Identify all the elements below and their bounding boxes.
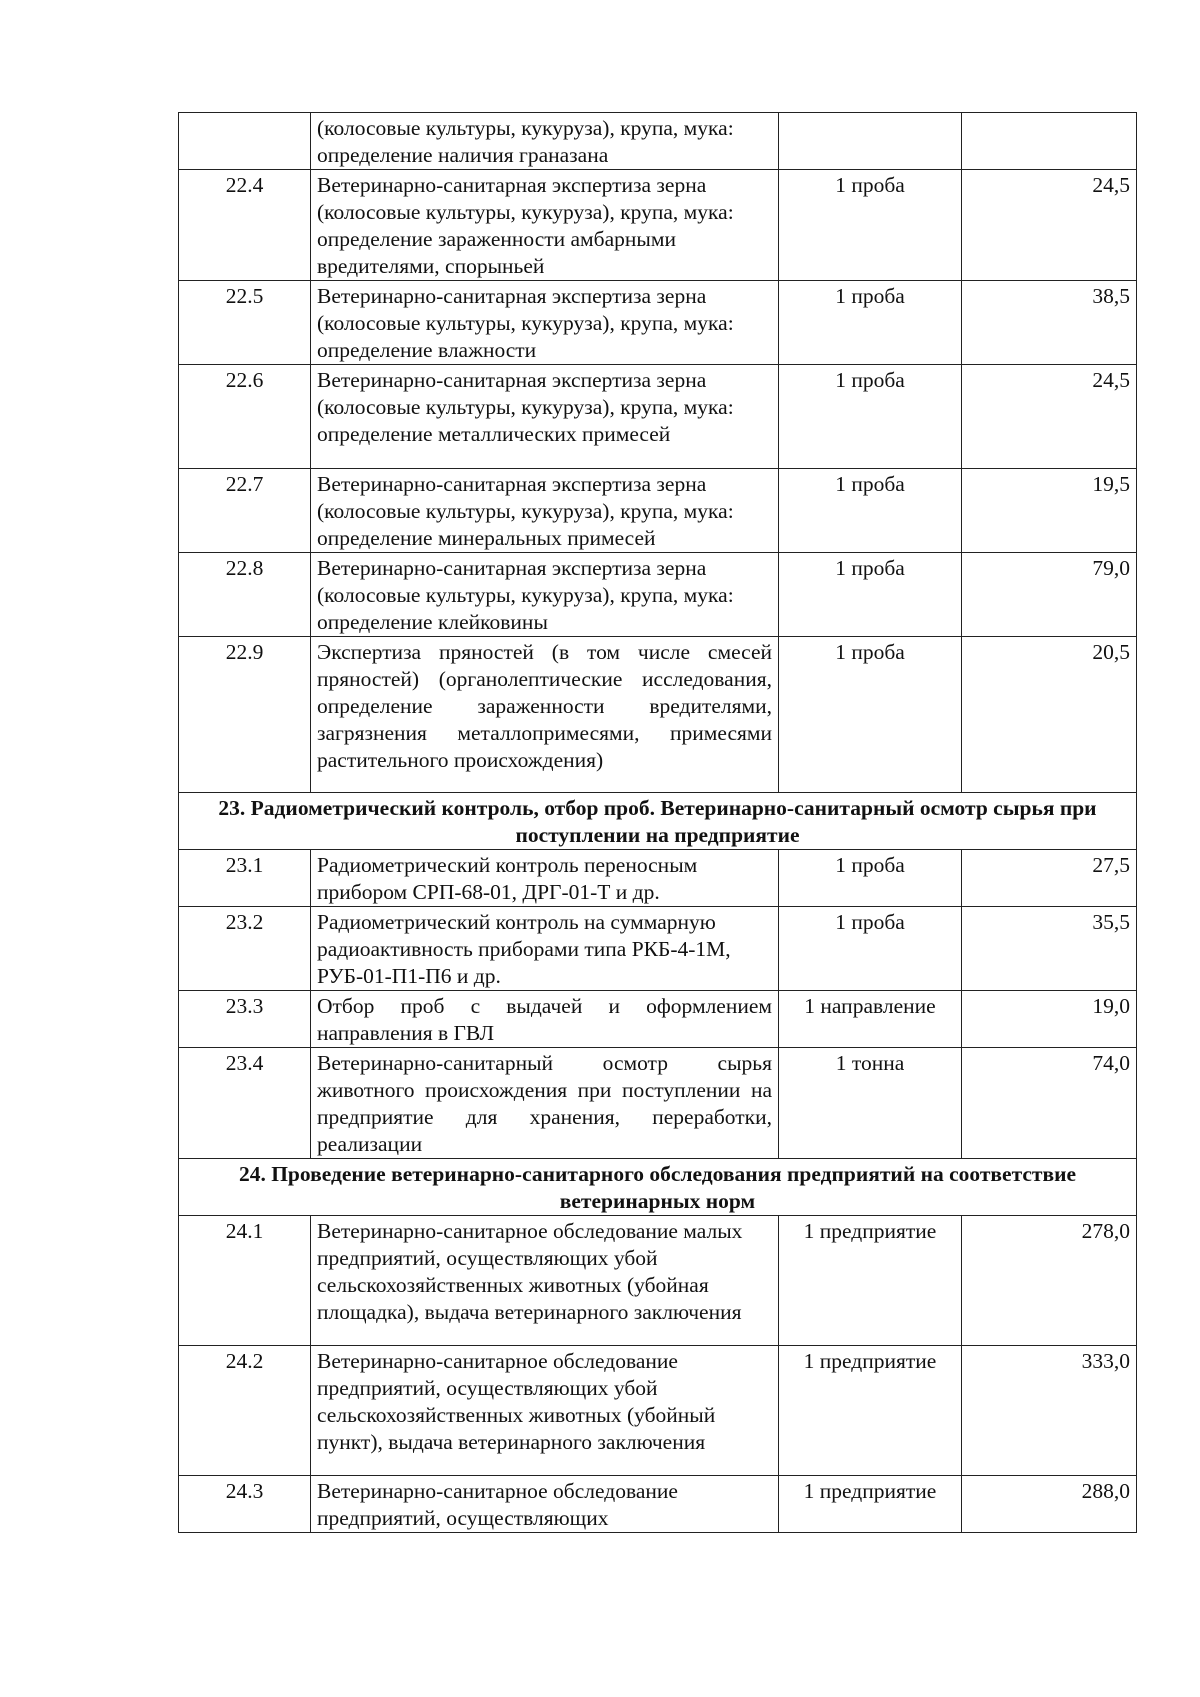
price-cell: 19,5 — [962, 469, 1137, 553]
table-row — [179, 469, 1137, 553]
item-number-cell — [179, 113, 311, 170]
price-cell: 24,5 — [962, 365, 1137, 469]
table-row — [179, 113, 1137, 170]
price-cell: 74,0 — [962, 1048, 1137, 1159]
price-cell: 333,0 — [962, 1346, 1137, 1476]
table-row — [179, 850, 1137, 907]
table-row — [179, 991, 1137, 1048]
service-description-cell: Ветеринарно-санитарная экспертиза зерна (колосовые культуры, кукуруза), крупа, мука: определение зараженности амбарными вредителями, спорыньей — [311, 170, 779, 281]
unit-of-measure-cell: 1 проба — [779, 170, 962, 281]
table-row — [179, 1346, 1137, 1476]
section-title: 23. Радиометрический контроль, отбор проб. Ветеринарно-санитарный осмотр сырья при поступлении на предприятие — [179, 793, 1137, 850]
service-description-cell: Радиометрический контроль переносным прибором СРП-68-01, ДРГ-01-Т и др. — [311, 850, 779, 907]
item-number-cell: 24.2 — [179, 1346, 311, 1476]
unit-of-measure-cell: 1 проба — [779, 907, 962, 991]
item-number-cell: 22.5 — [179, 281, 311, 365]
unit-of-measure-cell: 1 направление — [779, 991, 962, 1048]
unit-of-measure-cell: 1 проба — [779, 469, 962, 553]
section-title: 24. Проведение ветеринарно-санитарного обследования предприятий на соответствие ветеринарных норм — [179, 1159, 1137, 1216]
item-number-cell: 23.1 — [179, 850, 311, 907]
price-cell — [962, 113, 1137, 170]
price-cell: 35,5 — [962, 907, 1137, 991]
item-number-cell: 24.1 — [179, 1216, 311, 1346]
unit-of-measure-cell: 1 предприятие — [779, 1346, 962, 1476]
service-description-cell: Ветеринарно-санитарное обследование предприятий, осуществляющих — [311, 1476, 779, 1533]
service-description-cell: (колосовые культуры, кукуруза), крупа, мука: определение наличия граназана — [311, 113, 779, 170]
service-description-cell: Отбор проб с выдачей и оформлением направления в ГВЛ — [311, 991, 779, 1048]
table-row — [179, 170, 1137, 281]
item-number-cell: 22.6 — [179, 365, 311, 469]
item-number-cell: 22.7 — [179, 469, 311, 553]
unit-of-measure-cell: 1 проба — [779, 553, 962, 637]
unit-of-measure-cell: 1 тонна — [779, 1048, 962, 1159]
unit-of-measure-cell: 1 предприятие — [779, 1216, 962, 1346]
table-row — [179, 907, 1137, 991]
unit-of-measure-cell: 1 проба — [779, 850, 962, 907]
service-description-cell: Ветеринарно-санитарная экспертиза зерна (колосовые культуры, кукуруза), крупа, мука: определение клейковины — [311, 553, 779, 637]
unit-of-measure-cell: 1 предприятие — [779, 1476, 962, 1533]
item-number-cell: 24.3 — [179, 1476, 311, 1533]
price-cell: 20,5 — [962, 637, 1137, 793]
section-header-row — [179, 1159, 1137, 1216]
service-description-cell: Ветеринарно-санитарная экспертиза зерна (колосовые культуры, кукуруза), крупа, мука: определение влажности — [311, 281, 779, 365]
price-cell: 24,5 — [962, 170, 1137, 281]
service-description-cell: Ветеринарно-санитарная экспертиза зерна (колосовые культуры, кукуруза), крупа, мука: определение минеральных примесей — [311, 469, 779, 553]
item-number-cell: 23.2 — [179, 907, 311, 991]
table-row — [179, 1216, 1137, 1346]
item-number-cell: 23.4 — [179, 1048, 311, 1159]
service-description-cell: Ветеринарно-санитарная экспертиза зерна (колосовые культуры, кукуруза), крупа, мука: определение металлических примесей — [311, 365, 779, 469]
price-cell: 38,5 — [962, 281, 1137, 365]
item-number-cell: 22.9 — [179, 637, 311, 793]
service-description-cell: Ветеринарно-санитарное обследование предприятий, осуществляющих убой сельскохозяйственных животных (убойный пункт), выдача ветеринарного заключения — [311, 1346, 779, 1476]
price-cell: 79,0 — [962, 553, 1137, 637]
services-price-table — [178, 112, 1137, 1533]
table-row — [179, 281, 1137, 365]
service-description-cell: Радиометрический контроль на суммарную радиоактивность приборами типа РКБ-4-1М, РУБ-01-П1-П6 и др. — [311, 907, 779, 991]
service-description-cell: Ветеринарно-санитарное обследование малых предприятий, осуществляющих убой сельскохозяйственных животных (убойная площадка), выдача ветеринарного заключения — [311, 1216, 779, 1346]
table-row — [179, 553, 1137, 637]
unit-of-measure-cell: 1 проба — [779, 365, 962, 469]
table-row — [179, 637, 1137, 793]
table-row — [179, 1048, 1137, 1159]
price-cell: 19,0 — [962, 991, 1137, 1048]
price-cell: 27,5 — [962, 850, 1137, 907]
service-description-cell: Ветеринарно-санитарный осмотр сырья животного происхождения при поступлении на предприятие для хранения, переработки, реализации — [311, 1048, 779, 1159]
service-description-cell: Экспертиза пряностей (в том числе смесей пряностей) (органолептические исследования, определение зараженности вредителями, загрязнения металлопримесями, примесями растительного происхождения) — [311, 637, 779, 793]
section-header-row — [179, 793, 1137, 850]
item-number-cell: 23.3 — [179, 991, 311, 1048]
item-number-cell: 22.8 — [179, 553, 311, 637]
table-row — [179, 365, 1137, 469]
unit-of-measure-cell: 1 проба — [779, 281, 962, 365]
unit-of-measure-cell — [779, 113, 962, 170]
price-cell: 288,0 — [962, 1476, 1137, 1533]
table-row — [179, 1476, 1137, 1533]
price-cell: 278,0 — [962, 1216, 1137, 1346]
table-body — [179, 113, 1137, 1533]
item-number-cell: 22.4 — [179, 170, 311, 281]
unit-of-measure-cell: 1 проба — [779, 637, 962, 793]
